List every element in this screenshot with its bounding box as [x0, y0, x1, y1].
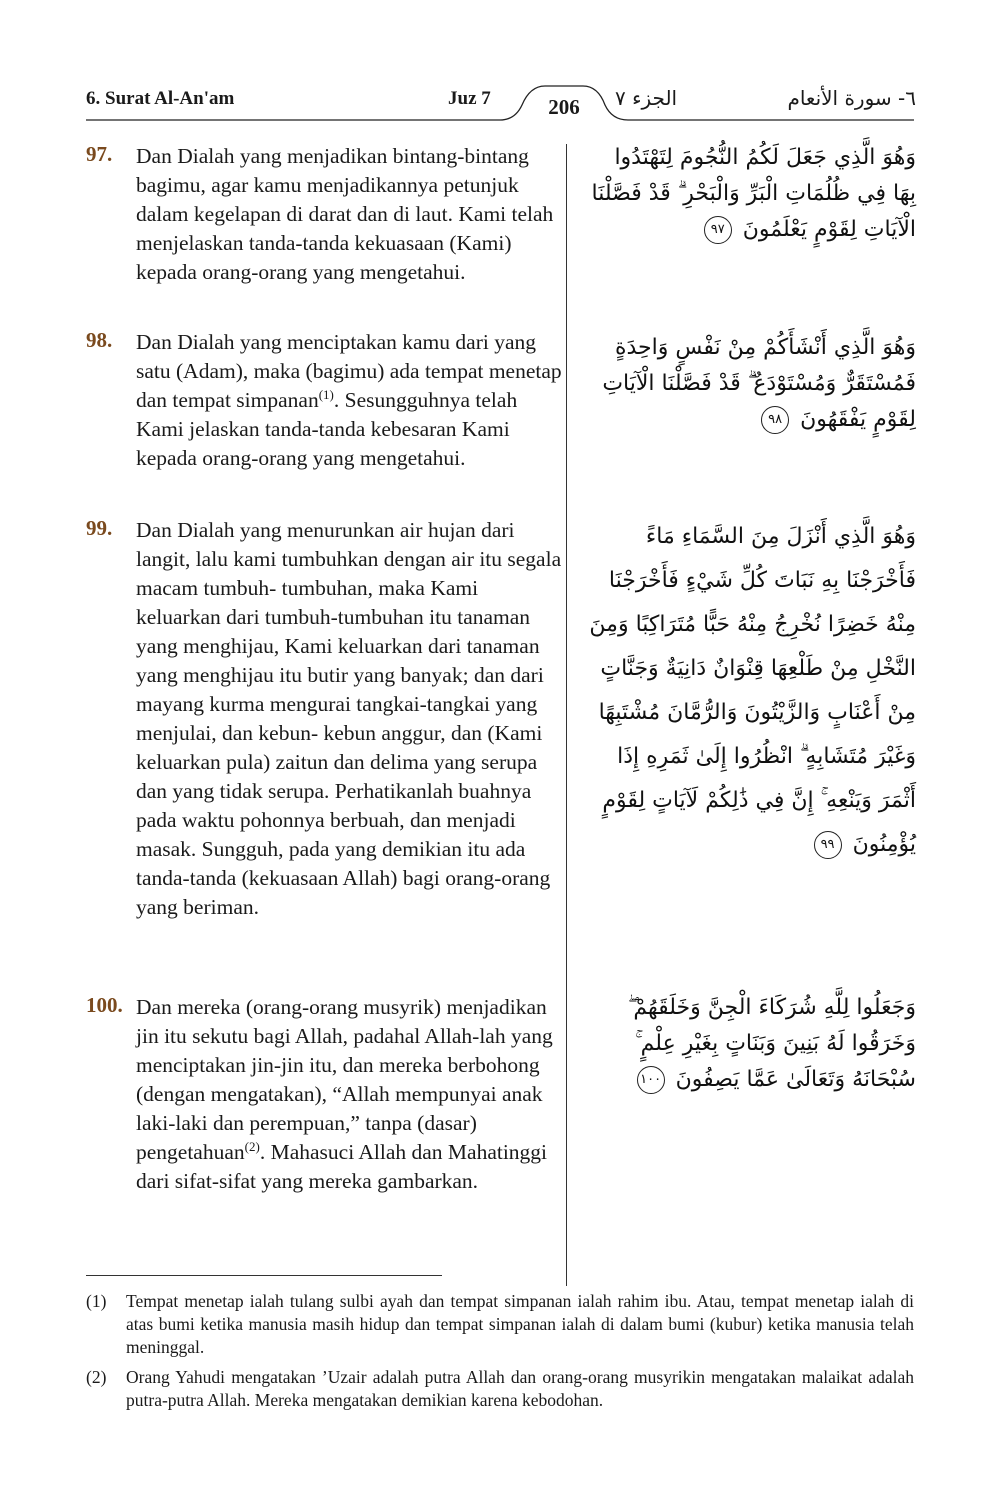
- footnote-text: Orang Yahudi mengatakan ’Uzair adalah putra Allah dan orang-orang musyrikin mengatakan malaikat adalah putra-putra Allah. Mereka mengatakan demikian karena kebodohan.: [126, 1367, 914, 1410]
- verse-translation: Dan Dialah yang menciptakan kamu dari yang satu (Adam), maka (bagimu) ada tempat menetap dan tempat simpanan$^{(1)}$. Sesungguhnya telah Kami jelaskan tanda-tanda kebesaran Kami kepada orang-orang yang mengetahui.: [136, 330, 562, 470]
- footnote-mark: (2): [86, 1367, 107, 1387]
- verse-translation: Dan mereka (orang-orang musyrik) menjadikan jin itu sekutu bagi Allah, padahal Allah-lah yang menciptakan jin-jin itu, dan mereka berbohong (dengan mengatakan), “Allah mempunyai anak laki-laki dan perempuan,” tanpa (dasar) pengetahuan$^{(2)}$. Mahasuci Allah dan Mahatinggi dari sifat-sifat yang mereka gambarkan.: [136, 995, 553, 1193]
- verse-translation: Dan Dialah yang menurunkan air hujan dari langit, lalu kami tumbuhkan dengan air itu segala macam tumbuh- tumbuhan, maka Kami keluarkan dari tumbuh-tumbuhan itu tanaman yang menghijau, Kami keluarkan dari tanaman yang menghijau itu butir yang banyak; dan dari mayang kurma mengurai tangkai-tangkai yang menjulai, dan kebun- kebun anggur, dan (Kami keluarkan pula) zaitun dan delima yang serupa dan yang tidak serupa. Perhatikanlah buahnya pada waktu pohonnya berbuah, dan menjadi masak. Sungguh, pada yang demikian itu ada tanda-tanda (kekuasaan Allah) bagi orang-orang yang beriman.: [136, 518, 562, 919]
- arabic-text: وَهُوَ الَّذِي أَنْشَأَكُمْ مِنْ نَفْسٍ وَاحِدَةٍ فَمُسْتَقَرٌّ وَمُسْتَوْدَعٌ ۗ قَدْ فَصَّلْنَا الْآيَاتِ لِقَوْمٍ يَفْقَهُونَ: [602, 335, 916, 432]
- arabic-text: وَهُوَ الَّذِي جَعَلَ لَكُمُ النُّجُومَ لِتَهْتَدُوا بِهَا فِي ظُلُمَاتِ الْبَرِّ وَالْبَحْرِ ۗ قَدْ فَصَّلْنَا الْآيَاتِ لِقَوْمٍ يَعْلَمُونَ: [591, 145, 916, 242]
- arabic-verse-99: [588, 515, 916, 867]
- verse-number: 98.: [86, 328, 113, 352]
- verse-99: [86, 516, 564, 922]
- verse-number: 97.: [86, 142, 113, 166]
- arabic-text: وَهُوَ الَّذِي أَنْزَلَ مِنَ السَّمَاءِ مَاءً فَأَخْرَجْنَا بِهِ نَبَاتَ كُلِّ شَيْءٍ فَأَخْرَجْنَا مِنْهُ خَضِرًا نُخْرِجُ مِنْهُ حَبًّا مُتَرَاكِبًا وَمِنَ النَّخْلِ مِنْ طَلْعِهَا قِنْوَانٌ دَانِيَةٌ وَجَنَّاتٍ مِنْ أَعْنَابٍ وَالزَّيْتُونَ وَالرُّمَّانَ مُشْتَبِهًا وَغَيْرَ مُتَشَابِهٍ ۗ انْظُرُوا إِلَىٰ ثَمَرِهِ إِذَا أَثْمَرَ وَيَنْعِهِ ۚ إِنَّ فِي ذَٰلِكُمْ لَآيَاتٍ لِقَوْمٍ يُؤْمِنُونَ: [589, 524, 916, 857]
- verse-number: 99.: [86, 516, 113, 540]
- footnote-ref-1[interactable]: (1): [318, 386, 334, 402]
- ayah-end-marker: ١٠٠: [637, 1066, 665, 1094]
- footnote-ref-2[interactable]: (2): [244, 1138, 260, 1154]
- footnote-rule: [86, 1275, 442, 1276]
- arabic-surah-label: ٦- سورة الأنعام: [787, 86, 916, 110]
- verse-100: [86, 993, 564, 1196]
- arabic-verse-98: [588, 330, 916, 438]
- header-rule: [0, 0, 1000, 130]
- ayah-end-marker: ٩٩: [814, 831, 842, 859]
- verse-translation: Dan Dialah yang menjadikan bintang-bintang bagimu, agar kamu menjadikannya petunjuk dalam kegelapan di darat dan di laut. Kami telah menjelaskan tanda-tanda kekuasaan (Kami) kepada orang-orang yang mengetahui.: [136, 144, 554, 284]
- page-number: 206: [548, 95, 580, 119]
- verse-98: [86, 328, 564, 473]
- arabic-text: وَجَعَلُوا لِلَّهِ شُرَكَاءَ الْجِنَّ وَخَلَقَهُمْ ۖ وَخَرَقُوا لَهُ بَنِينَ وَبَنَاتٍ بِغَيْرِ عِلْمٍ ۚ سُبْحَانَهُ وَتَعَالَىٰ عَمَّا يَصِفُونَ: [627, 995, 916, 1092]
- arabic-juz-label: الجزء ٧: [615, 86, 678, 110]
- footnote-text: Tempat menetap ialah tulang sulbi ayah dan tempat simpanan ialah rahim ibu. Atau, tempat menetap ialah di atas bumi ketika manusia masih hidup dan tempat simpanan ialah di dalam bumi (kubur) ketika manusia telah meninggal.: [126, 1291, 914, 1357]
- arabic-verse-100: [588, 990, 916, 1098]
- surah-label: 6. Surat Al-An'am: [86, 88, 235, 109]
- ayah-end-marker: ٩٨: [761, 406, 789, 434]
- verse-97: [86, 142, 564, 287]
- arabic-verse-97: [588, 140, 916, 248]
- juz-label: Juz 7: [448, 88, 491, 109]
- footnote-1: [86, 1290, 914, 1359]
- column-divider: [566, 144, 567, 1286]
- verse-number: 100.: [86, 993, 123, 1017]
- footnote-mark: (1): [86, 1291, 107, 1311]
- footnote-2: [86, 1366, 914, 1412]
- ayah-end-marker: ٩٧: [704, 216, 732, 244]
